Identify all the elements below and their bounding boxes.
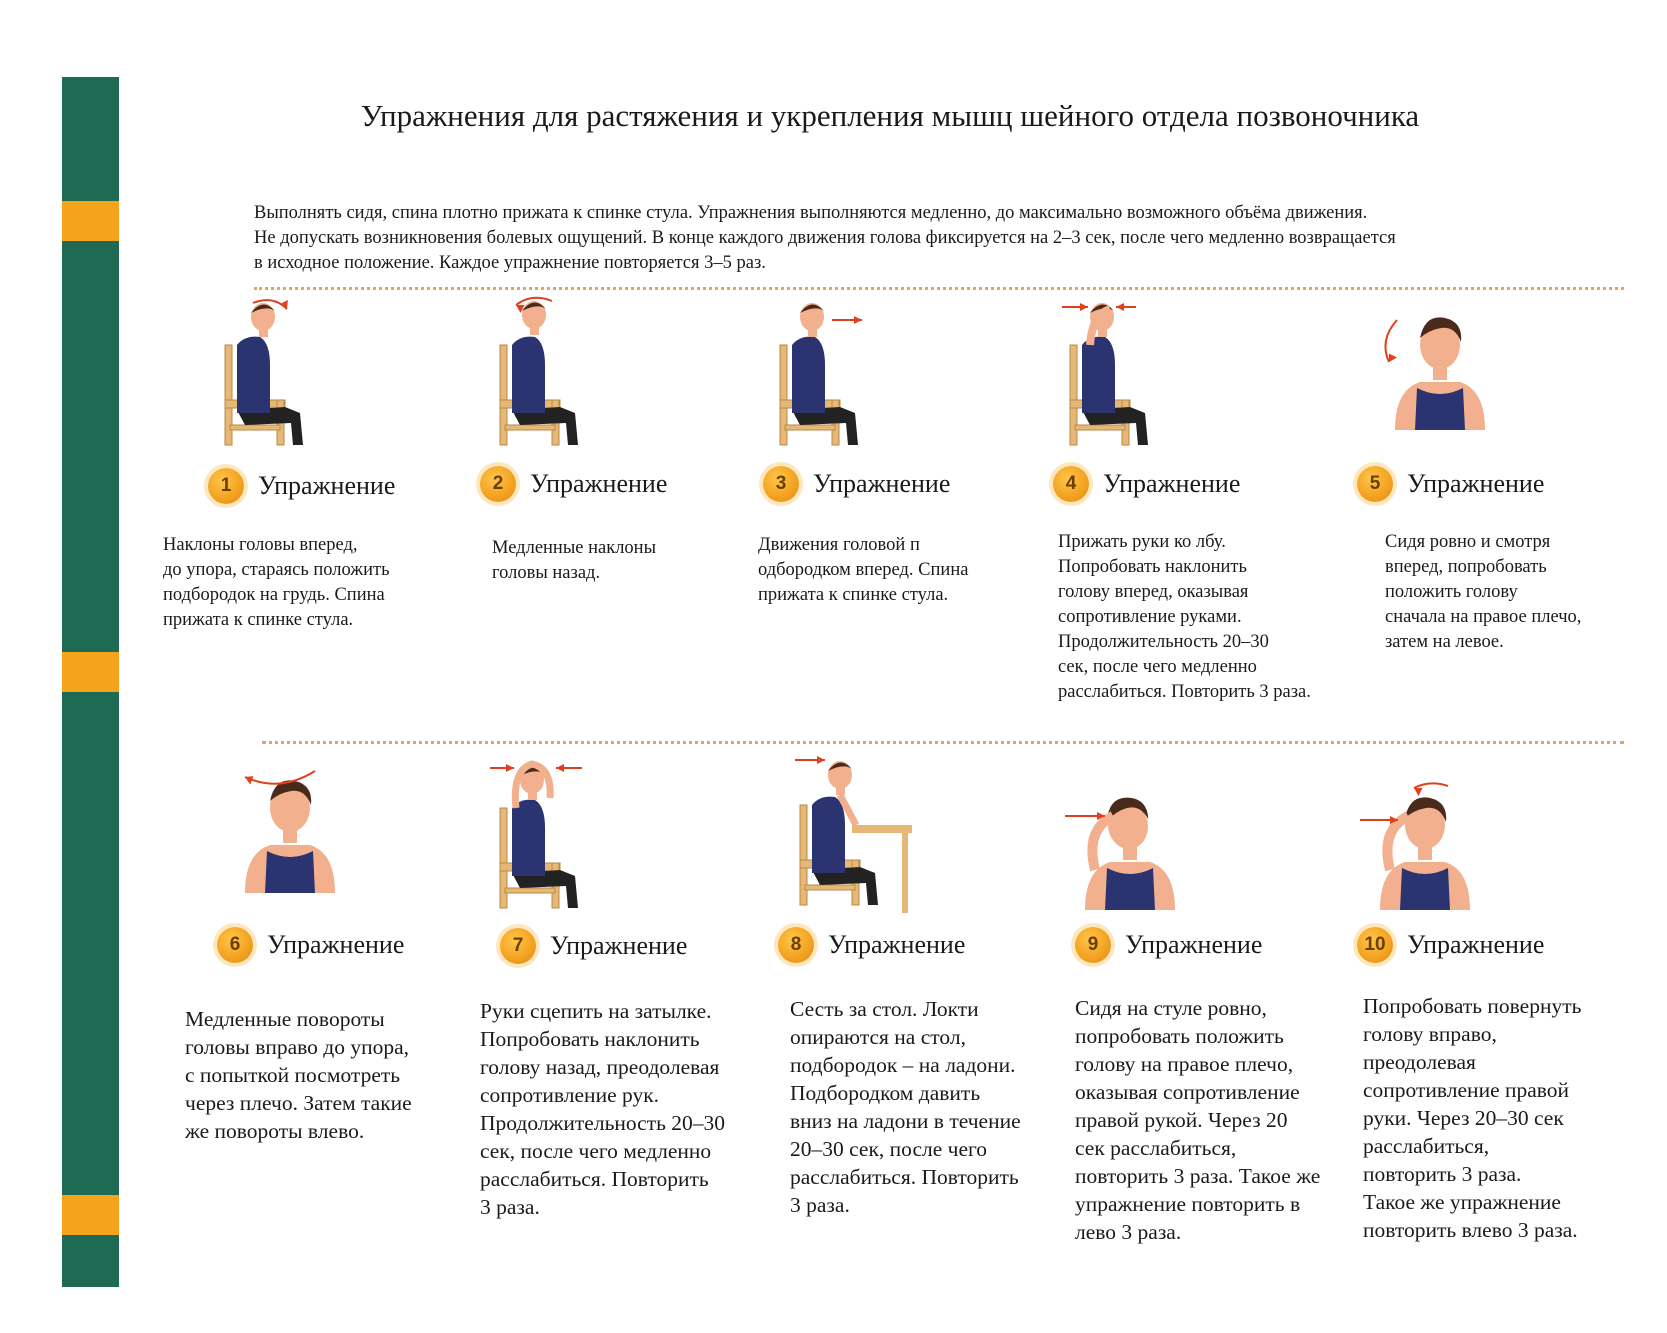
exercise-header [480,466,667,502]
exercise-number-badge: 5 [1357,466,1393,502]
exercise-label: Упражнение [813,469,951,498]
description-line: 3 раза. [480,1195,540,1219]
exercise-header [778,927,965,963]
exercise-description [1385,530,1581,655]
description-line: 3 раза. [790,1193,850,1217]
description-line: повторить 3 раза. Такое же [1075,1164,1321,1188]
exercise-label: Упражнение [1407,930,1545,959]
description-line: Подбородком давить [790,1081,981,1105]
exercise-description [1075,994,1320,1246]
description-line: Прижать руки ко лбу. [1058,532,1226,552]
seated-hands-behind-head-icon [490,758,620,933]
exercise-label: Упражнение [258,471,396,500]
description-line: Сидя на стуле ровно, [1075,996,1267,1020]
description-line: вниз на ладони в течение [790,1109,1021,1133]
exercise-number-badge: 8 [778,927,814,963]
description-line: голову вперед, оказывая [1058,582,1249,602]
description-line: голову вправо, [1363,1022,1497,1046]
exercise-number-badge: 3 [763,466,799,502]
description-line: Попробовать наклонить [1058,557,1247,577]
description-line: Движения головой п [758,535,920,555]
hand-resist-head-tilt-icon [1065,780,1195,915]
description-line: прижата к спинке стула. [758,585,949,605]
intro-text [254,201,1624,276]
description-line: расслабиться, [1363,1134,1490,1158]
description-line: подбородок на грудь. Спина [163,585,385,605]
description-line: с попыткой посмотреть [185,1063,401,1087]
description-line: положить голову [1385,582,1518,602]
description-line: оказывая сопротивление [1075,1080,1300,1104]
dotted-divider [262,741,1624,744]
stripe-band [62,652,119,692]
exercise-number-badge: 1 [208,468,244,504]
description-line: Сесть за стол. Локти [790,997,979,1021]
page-title: Упражнения для растяжения и укрепления мышц шейного отдела позвоночника [360,98,1420,133]
exercise-description [790,995,1021,1219]
seated-chin-forward-icon [770,295,900,460]
description-line: одбородком вперед. Спина [758,560,969,580]
description-line: расслабиться. Повторить 3 раза. [1058,682,1311,702]
exercise-header [1053,466,1240,502]
hand-resist-head-turn-icon [1360,780,1490,915]
dotted-divider [254,287,1624,290]
description-line: лево 3 раза. [1075,1220,1182,1244]
description-line: опираются на стол, [790,1025,966,1049]
exercise-label: Упражнение [550,931,688,960]
exercise-header [500,928,687,964]
exercise-number-badge: 9 [1075,927,1111,963]
exercise-label: Упражнение [828,930,966,959]
description-line: Продолжительность 20–30 [1058,632,1269,652]
description-line: сопротивление правой [1363,1078,1570,1102]
description-line: упражнение повторить в [1075,1192,1301,1216]
head-tilt-shoulder-icon [1375,300,1505,435]
description-line: повторить 3 раза. [1363,1162,1522,1186]
intro-line: в исходное положение. Каждое упражнение повторяется 3–5 раз. [254,253,766,273]
description-line: прижата к спинке стула. [163,610,354,630]
exercise-label: Упражнение [1407,469,1545,498]
description-line: сек, после чего медленно [1058,657,1257,677]
description-line: Руки сцепить на затылке. [480,999,712,1023]
description-line: сначала на правое плечо, [1385,607,1582,627]
exercise-description [758,533,968,608]
description-line: правой рукой. Через 20 [1075,1108,1288,1132]
description-line: сопротивление руками. [1058,607,1242,627]
exercise-header [217,927,404,963]
exercise-number-badge: 10 [1357,927,1393,963]
description-line: Попробовать наклонить [480,1027,700,1051]
description-line: затем на левое. [1385,632,1504,652]
description-line: вперед, попробовать [1385,557,1547,577]
description-line: сек расслабиться, [1075,1136,1237,1160]
exercise-header [208,468,395,504]
description-line: расслабиться. Повторить [790,1165,1019,1189]
exercise-description [185,1005,412,1145]
exercise-description [1058,530,1311,705]
description-line: же повороты влево. [185,1119,365,1143]
seated-head-back-icon [490,295,620,460]
description-line: Медленные наклоны [492,538,657,558]
stripe-band [62,1195,119,1235]
description-line: сопротивление рук. [480,1083,660,1107]
exercise-label: Упражнение [1103,469,1241,498]
description-line: Продолжительность 20–30 [480,1111,726,1135]
exercise-description [1363,992,1581,1244]
exercise-description [480,997,725,1221]
description-line: Сидя ровно и смотря [1385,532,1551,552]
exercise-description [163,533,390,633]
exercise-description [492,536,656,586]
head-turn-side-icon [225,763,355,908]
description-line: Наклоны головы вперед, [163,535,358,555]
seated-hands-forehead-icon [1060,295,1190,460]
exercise-number-badge: 6 [217,927,253,963]
exercise-label: Упражнение [267,930,405,959]
exercise-header [1357,927,1544,963]
exercise-header [1357,466,1544,502]
exercise-number-badge: 7 [500,928,536,964]
exercise-number-badge: 2 [480,466,516,502]
description-line: расслабиться. Повторить [480,1167,709,1191]
seated-chin-on-palms-icon [790,755,920,930]
description-line: 20–30 сек, после чего [790,1137,988,1161]
description-line: руки. Через 20–30 сек [1363,1106,1564,1130]
description-line: через плечо. Затем такие [185,1091,412,1115]
intro-line: Не допускать возникновения болевых ощущений. В конце каждого движения голова фиксируется на 2–3 сек, после чего медленно возвращается [254,228,1396,248]
exercise-number-badge: 4 [1053,466,1089,502]
stripe-band [62,201,119,241]
exercise-label: Упражнение [1125,930,1263,959]
description-line: повторить влево 3 раза. [1363,1218,1578,1242]
description-line: голову назад, преодолевая [480,1055,720,1079]
description-line: попробовать положить [1075,1024,1284,1048]
side-stripe [62,77,119,1287]
intro-line: Выполнять сидя, спина плотно прижата к спинке стула. Упражнения выполняются медленно, до максимально возможного объёма движения. [254,203,1368,223]
description-line: Медленные повороты [185,1007,385,1031]
description-line: до упора, стараясь положить [163,560,390,580]
description-line: преодолевая [1363,1050,1476,1074]
description-line: сек, после чего медленно [480,1139,712,1163]
description-line: Попробовать повернуть [1363,994,1582,1018]
exercise-header [1075,927,1262,963]
seated-head-forward-icon [215,295,345,460]
description-line: Такое же упражнение [1363,1190,1561,1214]
description-line: головы вправо до упора, [185,1035,410,1059]
exercise-label: Упражнение [530,469,668,498]
description-line: головы назад. [492,563,601,583]
description-line: подбородок – на ладони. [790,1053,1016,1077]
exercise-header [763,466,950,502]
description-line: голову на правое плечо, [1075,1052,1294,1076]
